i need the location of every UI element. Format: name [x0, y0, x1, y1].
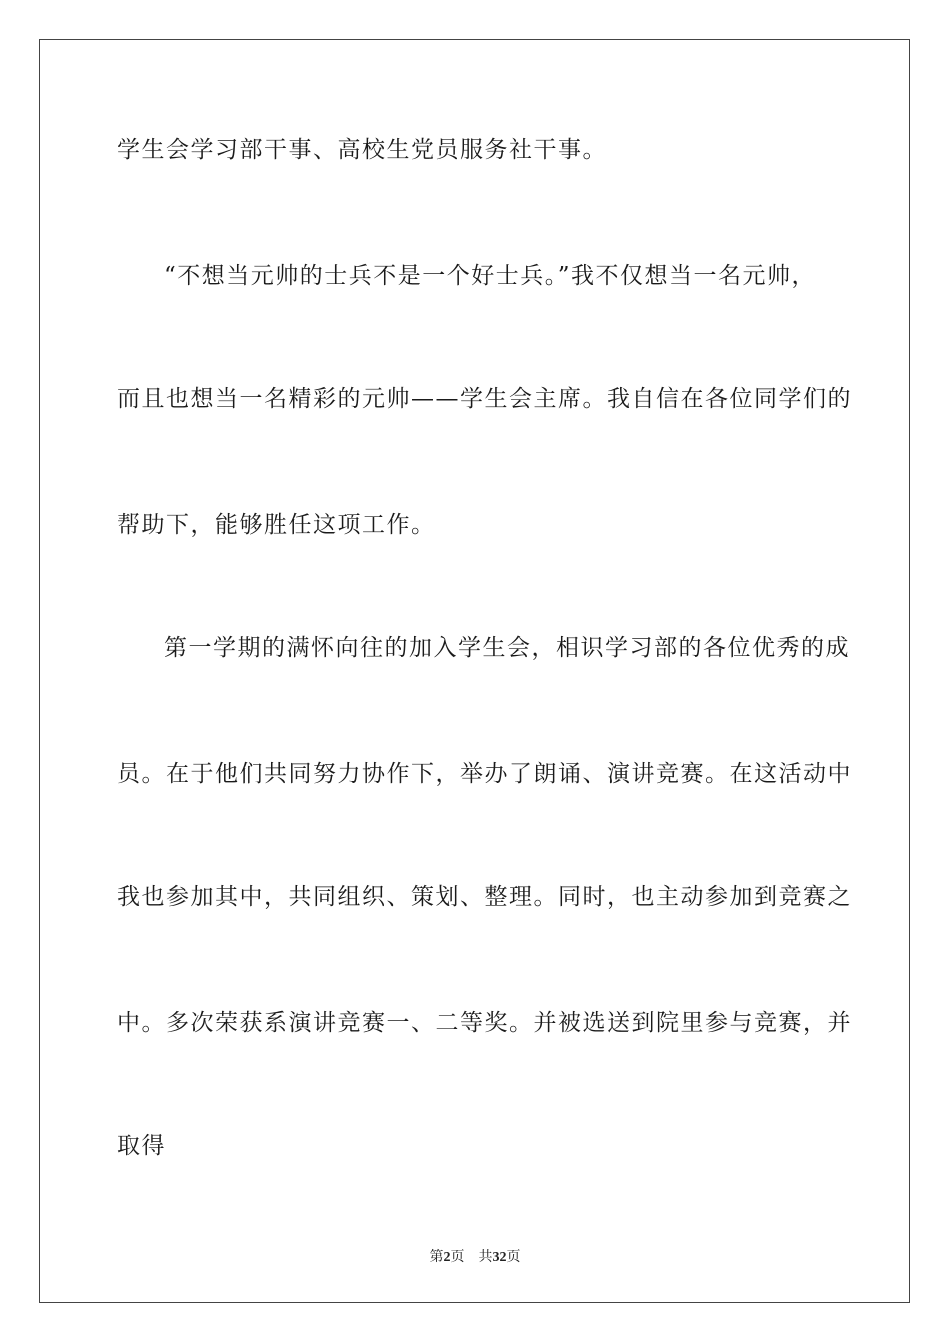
total-suffix: 页 [506, 1249, 521, 1265]
paragraph-line-4: 帮助下，能够胜任这项工作。 [117, 512, 436, 538]
page-prefix: 第 [429, 1249, 444, 1265]
page-border [39, 39, 910, 1303]
paragraph-line-1: 学生会学习部干事、高校生党员服务社干事。 [117, 137, 607, 163]
paragraph-line-6: 员。在于他们共同努力协作下，举办了朗诵、演讲竞赛。在这活动中 [117, 761, 852, 787]
paragraph-line-3: 而且也想当一名精彩的元帅——学生会主席。我自信在各位同学们的 [117, 386, 852, 412]
page-footer [0, 1248, 950, 1267]
page-suffix: 页 [450, 1249, 465, 1265]
total-pages-number: 32 [492, 1250, 507, 1265]
total-prefix: 共 [478, 1249, 493, 1265]
paragraph-line-2: “不想当元帅的士兵不是一个好士兵。”我不仅想当一名元帅， [164, 263, 817, 289]
paragraph-line-8: 中。多次荣获系演讲竞赛一、二等奖。并被选送到院里参与竞赛，并 [117, 1010, 852, 1036]
paragraph-line-9: 取得 [117, 1133, 166, 1159]
paragraph-line-5: 第一学期的满怀向往的加入学生会，相识学习部的各位优秀的成 [164, 635, 850, 661]
paragraph-line-7: 我也参加其中，共同组织、策划、整理。同时，也主动参加到竞赛之 [117, 884, 852, 910]
current-page-number: 2 [443, 1250, 451, 1265]
